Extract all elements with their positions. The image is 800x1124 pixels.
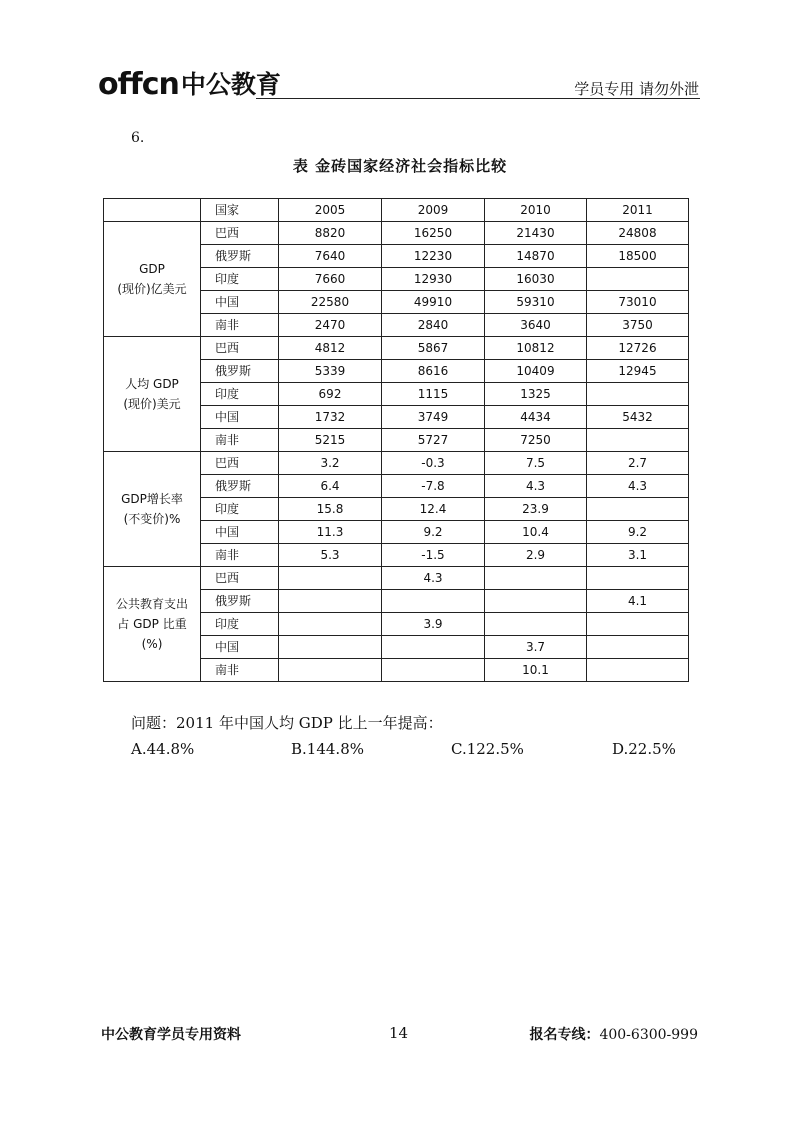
value-cell: 4.3 bbox=[587, 475, 689, 498]
indicator-group-label bbox=[104, 452, 201, 567]
hotline-label: 报名专线： bbox=[529, 1027, 600, 1043]
logo-latin-text: offcn bbox=[98, 67, 179, 102]
value-cell: 3749 bbox=[382, 406, 485, 429]
value-cell: 1115 bbox=[382, 383, 485, 406]
value-cell bbox=[485, 613, 587, 636]
value-cell: 3640 bbox=[485, 314, 587, 337]
country-cell: 南非 bbox=[201, 659, 279, 682]
value-cell: 73010 bbox=[587, 291, 689, 314]
value-cell: -0.3 bbox=[382, 452, 485, 475]
value-cell: 12230 bbox=[382, 245, 485, 268]
value-cell bbox=[279, 613, 382, 636]
value-cell bbox=[382, 590, 485, 613]
country-cell: 印度 bbox=[201, 383, 279, 406]
indicator-group-label bbox=[104, 337, 201, 452]
indicator-label-line: 人均 GDP bbox=[125, 377, 179, 391]
value-cell: 12726 bbox=[587, 337, 689, 360]
value-cell: -7.8 bbox=[382, 475, 485, 498]
value-cell: 10.4 bbox=[485, 521, 587, 544]
value-cell: 3.2 bbox=[279, 452, 382, 475]
country-cell: 俄罗斯 bbox=[201, 590, 279, 613]
value-cell: 2840 bbox=[382, 314, 485, 337]
value-cell bbox=[485, 590, 587, 613]
value-cell: 4812 bbox=[279, 337, 382, 360]
table-row bbox=[104, 222, 689, 245]
value-cell: 1325 bbox=[485, 383, 587, 406]
table-row bbox=[104, 567, 689, 590]
value-cell: 692 bbox=[279, 383, 382, 406]
value-cell: 7640 bbox=[279, 245, 382, 268]
value-cell: 6.4 bbox=[279, 475, 382, 498]
question-number: 6. bbox=[131, 130, 145, 146]
table-row bbox=[104, 337, 689, 360]
country-cell: 南非 bbox=[201, 429, 279, 452]
value-cell: -1.5 bbox=[382, 544, 485, 567]
value-cell: 4.3 bbox=[382, 567, 485, 590]
value-cell: 2470 bbox=[279, 314, 382, 337]
indicator-label-line: (现价)亿美元 bbox=[117, 282, 187, 296]
value-cell: 12.4 bbox=[382, 498, 485, 521]
country-cell: 南非 bbox=[201, 314, 279, 337]
value-cell: 59310 bbox=[485, 291, 587, 314]
value-cell: 18500 bbox=[587, 245, 689, 268]
value-cell: 10812 bbox=[485, 337, 587, 360]
value-cell: 12945 bbox=[587, 360, 689, 383]
value-cell bbox=[587, 659, 689, 682]
indicator-label-line: (现价)美元 bbox=[123, 397, 181, 411]
country-cell: 印度 bbox=[201, 498, 279, 521]
value-cell: 22580 bbox=[279, 291, 382, 314]
answer-options bbox=[131, 740, 691, 762]
value-cell bbox=[587, 567, 689, 590]
value-cell bbox=[485, 567, 587, 590]
indicator-group-label bbox=[104, 222, 201, 337]
header-tagline: 学员专用 请勿外泄 bbox=[574, 80, 699, 98]
value-cell: 5339 bbox=[279, 360, 382, 383]
value-cell: 8616 bbox=[382, 360, 485, 383]
indicator-table bbox=[103, 198, 689, 682]
value-cell: 7.5 bbox=[485, 452, 587, 475]
value-cell: 5727 bbox=[382, 429, 485, 452]
value-cell: 3750 bbox=[587, 314, 689, 337]
value-cell bbox=[587, 613, 689, 636]
value-cell bbox=[279, 659, 382, 682]
offcn-logo bbox=[98, 66, 281, 100]
option-d[interactable]: D.22.5% bbox=[612, 740, 676, 758]
value-cell: 1732 bbox=[279, 406, 382, 429]
country-cell: 中国 bbox=[201, 636, 279, 659]
value-cell: 7250 bbox=[485, 429, 587, 452]
country-cell: 印度 bbox=[201, 613, 279, 636]
value-cell bbox=[279, 590, 382, 613]
table-row bbox=[104, 452, 689, 475]
value-cell: 8820 bbox=[279, 222, 382, 245]
country-cell: 中国 bbox=[201, 406, 279, 429]
value-cell: 9.2 bbox=[382, 521, 485, 544]
value-cell bbox=[279, 567, 382, 590]
header-corner-cell bbox=[104, 199, 201, 222]
option-b[interactable]: B.144.8% bbox=[291, 740, 364, 758]
value-cell bbox=[279, 636, 382, 659]
country-cell: 俄罗斯 bbox=[201, 360, 279, 383]
footer-material-label: 中公教育学员专用资料 bbox=[101, 1027, 241, 1043]
value-cell: 16030 bbox=[485, 268, 587, 291]
value-cell: 3.1 bbox=[587, 544, 689, 567]
value-cell: 12930 bbox=[382, 268, 485, 291]
value-cell: 4.1 bbox=[587, 590, 689, 613]
country-cell: 印度 bbox=[201, 268, 279, 291]
header-year: 2005 bbox=[279, 199, 382, 222]
value-cell: 7660 bbox=[279, 268, 382, 291]
indicator-label-line: 公共教育支出 bbox=[115, 597, 188, 611]
question-text: 问题：2011 年中国人均 GDP 比上一年提高： bbox=[131, 714, 443, 732]
country-cell: 巴西 bbox=[201, 337, 279, 360]
value-cell bbox=[587, 268, 689, 291]
indicator-label-line: GDP增长率 bbox=[121, 492, 183, 506]
value-cell: 2.7 bbox=[587, 452, 689, 475]
value-cell: 49910 bbox=[382, 291, 485, 314]
indicator-label-line: (不变价)% bbox=[123, 512, 181, 526]
option-a[interactable]: A.44.8% bbox=[131, 740, 195, 758]
value-cell: 5867 bbox=[382, 337, 485, 360]
value-cell: 3.7 bbox=[485, 636, 587, 659]
country-cell: 巴西 bbox=[201, 222, 279, 245]
indicator-group-label bbox=[104, 567, 201, 682]
indicator-label-line: GDP bbox=[139, 262, 165, 276]
value-cell bbox=[587, 383, 689, 406]
value-cell: 4.3 bbox=[485, 475, 587, 498]
header-year: 2010 bbox=[485, 199, 587, 222]
value-cell: 3.9 bbox=[382, 613, 485, 636]
logo-chinese-text: 中公教育 bbox=[180, 70, 281, 99]
country-cell: 南非 bbox=[201, 544, 279, 567]
header-year: 2009 bbox=[382, 199, 485, 222]
header-year: 2011 bbox=[587, 199, 689, 222]
value-cell bbox=[382, 659, 485, 682]
value-cell: 24808 bbox=[587, 222, 689, 245]
country-cell: 中国 bbox=[201, 291, 279, 314]
table-title: 表 金砖国家经济社会指标比较 bbox=[292, 157, 508, 175]
value-cell: 11.3 bbox=[279, 521, 382, 544]
value-cell: 4434 bbox=[485, 406, 587, 429]
page-number: 14 bbox=[389, 1024, 409, 1042]
value-cell: 16250 bbox=[382, 222, 485, 245]
value-cell: 14870 bbox=[485, 245, 587, 268]
value-cell bbox=[587, 498, 689, 521]
value-cell: 5.3 bbox=[279, 544, 382, 567]
value-cell bbox=[587, 429, 689, 452]
value-cell: 2.9 bbox=[485, 544, 587, 567]
country-cell: 中国 bbox=[201, 521, 279, 544]
value-cell: 10.1 bbox=[485, 659, 587, 682]
table-header-row bbox=[104, 199, 689, 222]
footer-hotline bbox=[529, 1024, 698, 1044]
value-cell bbox=[382, 636, 485, 659]
country-cell: 俄罗斯 bbox=[201, 245, 279, 268]
value-cell: 23.9 bbox=[485, 498, 587, 521]
country-cell: 俄罗斯 bbox=[201, 475, 279, 498]
country-cell: 巴西 bbox=[201, 567, 279, 590]
value-cell: 9.2 bbox=[587, 521, 689, 544]
value-cell: 21430 bbox=[485, 222, 587, 245]
hotline-number: 400-6300-999 bbox=[599, 1027, 698, 1043]
value-cell bbox=[587, 636, 689, 659]
value-cell: 10409 bbox=[485, 360, 587, 383]
value-cell: 15.8 bbox=[279, 498, 382, 521]
header-country-label: 国家 bbox=[201, 199, 279, 222]
country-cell: 巴西 bbox=[201, 452, 279, 475]
indicator-label-line: 占 GDP 比重(%) bbox=[117, 617, 187, 651]
value-cell: 5432 bbox=[587, 406, 689, 429]
option-c[interactable]: C.122.5% bbox=[451, 740, 524, 758]
value-cell: 5215 bbox=[279, 429, 382, 452]
